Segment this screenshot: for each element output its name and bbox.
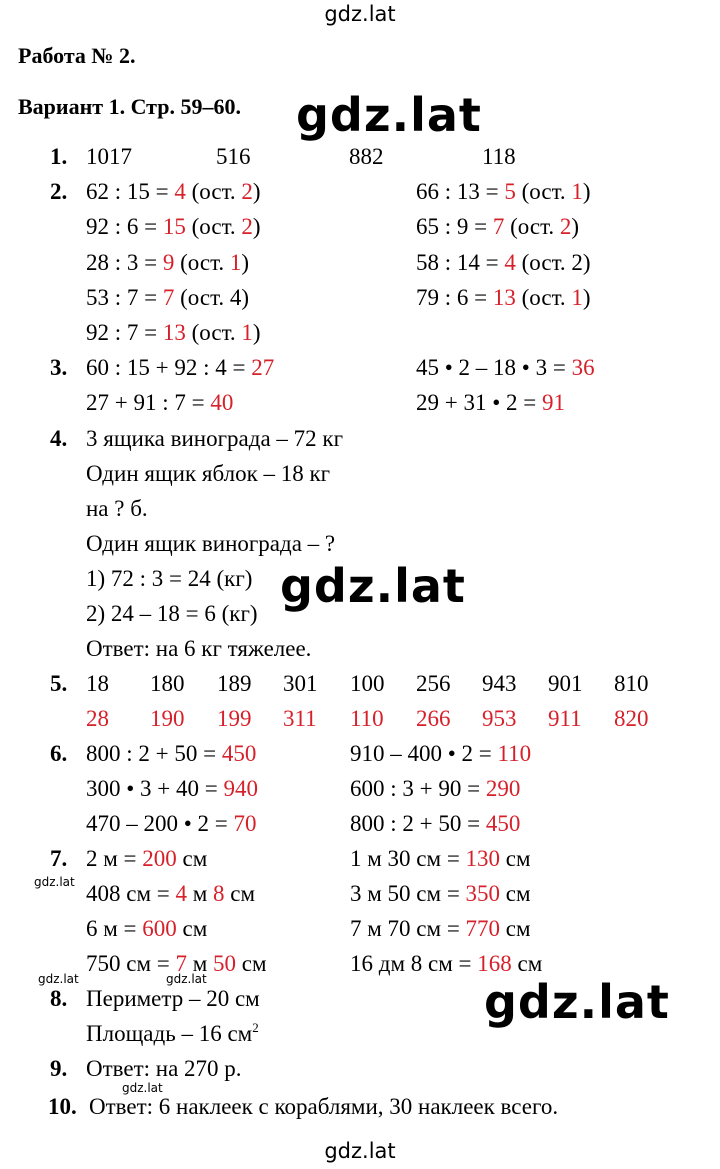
task-2-right-line-4: 79 : 6 = 13 (ост. 1) (416, 285, 591, 310)
task-5-answer-value: 110 (350, 706, 384, 731)
task-4-line: Один ящик яблок – 18 кг (86, 461, 331, 486)
task-5-answer-value: 199 (217, 706, 252, 731)
task-3-right-line-2: 29 + 31 • 2 = 91 (416, 390, 565, 415)
task-7-number: 7. (50, 846, 68, 871)
task-4-line: 2) 24 – 18 = 6 (кг) (86, 601, 258, 626)
task-1-value: 516 (216, 144, 251, 169)
task-5-top-value: 301 (283, 671, 318, 696)
task-7-right-line-1: 1 м 30 см = 130 см (350, 846, 531, 871)
task-2-left-line-1: 62 : 15 = 4 (ост. 2) (86, 179, 261, 204)
task-8-area: Площадь – 16 $см^2$ (86, 1020, 259, 1046)
task-7-left-line-4: 750 см = 7 м 50 см (86, 951, 267, 976)
page-title: Работа № 2. (18, 43, 136, 68)
task-9-number: 9. (50, 1056, 68, 1081)
task-2-right-line-1: 66 : 13 = 5 (ост. 1) (416, 179, 591, 204)
task-3-left-line-2: 27 + 91 : 7 = 40 (86, 390, 234, 415)
task-5-answer-value: 820 (614, 706, 649, 731)
task-2-right-line-3: 58 : 14 = 4 (ост. 2) (416, 250, 591, 275)
task-4-line: на ? б. (86, 496, 148, 521)
task-7-right-line-3: 7 м 70 см = 770 см (350, 916, 531, 941)
task-5-top-value: 100 (350, 671, 385, 696)
task-6-left-line-2: 300 • 3 + 40 = 940 (86, 776, 258, 801)
task-2-left-line-5: 92 : 7 = 13 (ост. 1) (86, 320, 261, 345)
task-3-number: 3. (50, 355, 68, 380)
task-3-right-line-1: 45 • 2 – 18 • 3 = 36 (416, 355, 595, 380)
task-4-line: 1) 72 : 3 = 24 (кг) (86, 566, 253, 591)
watermark-small-2: gdz.lat (38, 972, 79, 986)
task-5-answer-value: 266 (416, 706, 451, 731)
task-10-number: 10. (48, 1094, 77, 1119)
task-2-left-line-4: 53 : 7 = 7 (ост. 4) (86, 285, 250, 310)
task-4-line: 3 ящика винограда – 72 кг (86, 426, 344, 451)
task-2-left-line-2: 92 : 6 = 15 (ост. 2) (86, 214, 261, 239)
watermark-large-1: gdz.lat (296, 88, 482, 142)
task-4-line: Ответ: на 6 кг тяжелее. (86, 636, 312, 661)
task-1-value: 1017 (86, 144, 132, 169)
task-5-top-value: 189 (217, 671, 252, 696)
task-5-top-value: 180 (150, 671, 185, 696)
watermark-bottom: gdz.lat (324, 1139, 396, 1163)
task-7-right-line-2: 3 м 50 см = 350 см (350, 881, 531, 906)
task-7-left-line-3: 6 м = 600 см (86, 916, 208, 941)
task-6-left-line-3: 470 – 200 • 2 = 70 (86, 811, 257, 836)
variant-subtitle: Вариант 1. Стр. 59–60. (18, 94, 241, 119)
watermark-top: gdz.lat (324, 2, 396, 26)
task-5-answer-value: 311 (283, 706, 317, 731)
task-5-top-value: 18 (86, 671, 109, 696)
task-9-answer: Ответ: на 270 р. (86, 1056, 242, 1081)
task-4-line: Один ящик винограда – ? (86, 531, 336, 556)
task-8-perimeter: Периметр – 20 см (86, 986, 260, 1011)
task-10-answer: Ответ: 6 наклеек с кораблями, 30 наклеек всего. (89, 1094, 559, 1119)
task-2-right-line-2: 65 : 9 = 7 (ост. 2) (416, 214, 580, 239)
watermark-small-1: gdz.lat (34, 875, 75, 889)
task-5-top-value: 901 (548, 671, 583, 696)
watermark-small-3: gdz.lat (166, 972, 207, 986)
task-1-number: 1. (50, 144, 68, 169)
task-6-right-line-2: 600 : 3 + 90 = 290 (350, 776, 521, 801)
task-7-left-line-1: 2 м = 200 см (86, 846, 208, 871)
task-6-number: 6. (50, 741, 68, 766)
task-6-right-line-3: 800 : 2 + 50 = 450 (350, 811, 521, 836)
task-2-left-line-3: 28 : 3 = 9 (ост. 1) (86, 250, 250, 275)
task-5-answer-value: 953 (482, 706, 517, 731)
task-4-number: 4. (50, 426, 68, 451)
watermark-small-4: gdz.lat (122, 1081, 163, 1095)
task-7-left-line-2: 408 см = 4 м 8 см (86, 881, 256, 906)
watermark-large-2: gdz.lat (280, 559, 466, 613)
task-2-number: 2. (50, 179, 68, 204)
task-6-right-line-1: 910 – 400 • 2 = 110 (350, 741, 532, 766)
watermark-large-3: gdz.lat (484, 975, 670, 1029)
task-5-number: 5. (50, 671, 68, 696)
task-5-answer-value: 911 (548, 706, 582, 731)
task-5-answer-value: 28 (86, 706, 109, 731)
task-7-right-line-4: 16 дм 8 см = 168 см (350, 951, 543, 976)
task-8-number: 8. (50, 986, 68, 1011)
task-6-left-line-1: 800 : 2 + 50 = 450 (86, 741, 257, 766)
task-1-value: 118 (482, 144, 516, 169)
task-3-left-line-1: 60 : 15 + 92 : 4 = 27 (86, 355, 275, 380)
task-1-value: 882 (349, 144, 384, 169)
task-5-top-value: 256 (416, 671, 451, 696)
task-5-top-value: 810 (614, 671, 649, 696)
task-5-answer-value: 190 (150, 706, 185, 731)
task-5-top-value: 943 (482, 671, 517, 696)
